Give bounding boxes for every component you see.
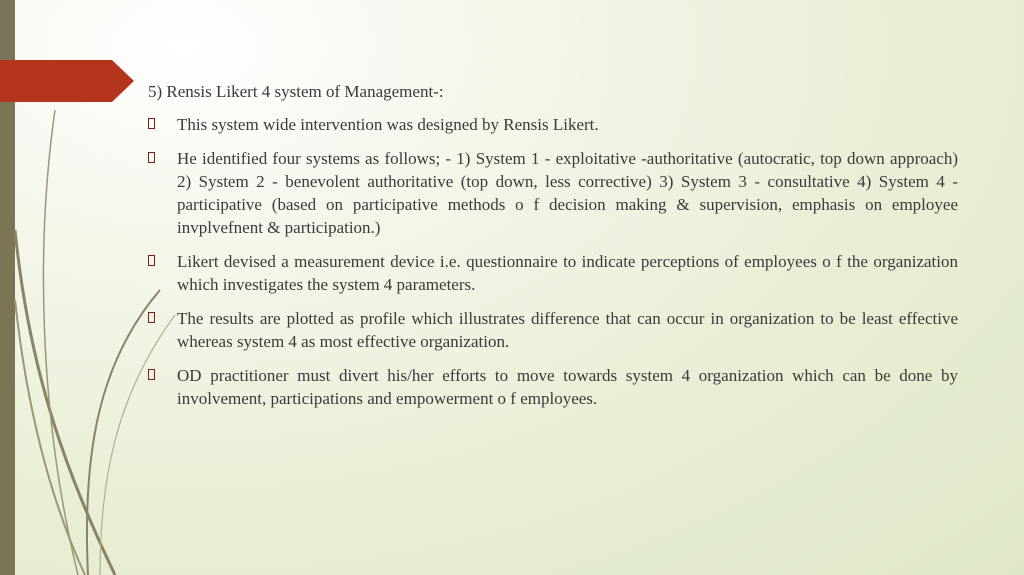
bullet-item: [148, 250, 958, 296]
bullet-item: [148, 364, 958, 410]
bullet-text: The results are plotted as profile which illustrates difference that can occur in organization to be least effective whereas system 4 as most effective organization.: [177, 309, 958, 351]
accent-arrow-bar: [0, 60, 134, 102]
square-bullet-icon: [148, 255, 155, 266]
bullet-item: [148, 307, 958, 353]
bullet-text: Likert devised a measurement device i.e. questionnaire to indicate perceptions of employees o f the organization which investigates the system 4 parameters.: [177, 252, 958, 294]
bullet-item: [148, 147, 958, 239]
square-bullet-icon: [148, 369, 155, 380]
square-bullet-icon: [148, 152, 155, 163]
bullet-item: [148, 113, 958, 136]
bullet-text: OD practitioner must divert his/her efforts to move towards system 4 organization which can be done by involvement, participations and empowerment o f employees.: [177, 366, 958, 408]
bullet-text: He identified four systems as follows; - 1) System 1 - exploitative -authoritative (autocratic, top down approach) 2) System 2 - benevolent authoritative (top down, less corrective) 3) System 3 - consultative 4) System 4 - participative (based on participative methods o f decision making & supervision, emphasis on employee invplvefnent & participation.): [177, 149, 958, 237]
slide-heading: 5) Rensis Likert 4 system of Management-:: [148, 82, 444, 101]
bullet-text: This system wide intervention was designed by Rensis Likert.: [177, 115, 599, 134]
square-bullet-icon: [148, 118, 155, 129]
slide-content: [148, 80, 958, 421]
square-bullet-icon: [148, 312, 155, 323]
